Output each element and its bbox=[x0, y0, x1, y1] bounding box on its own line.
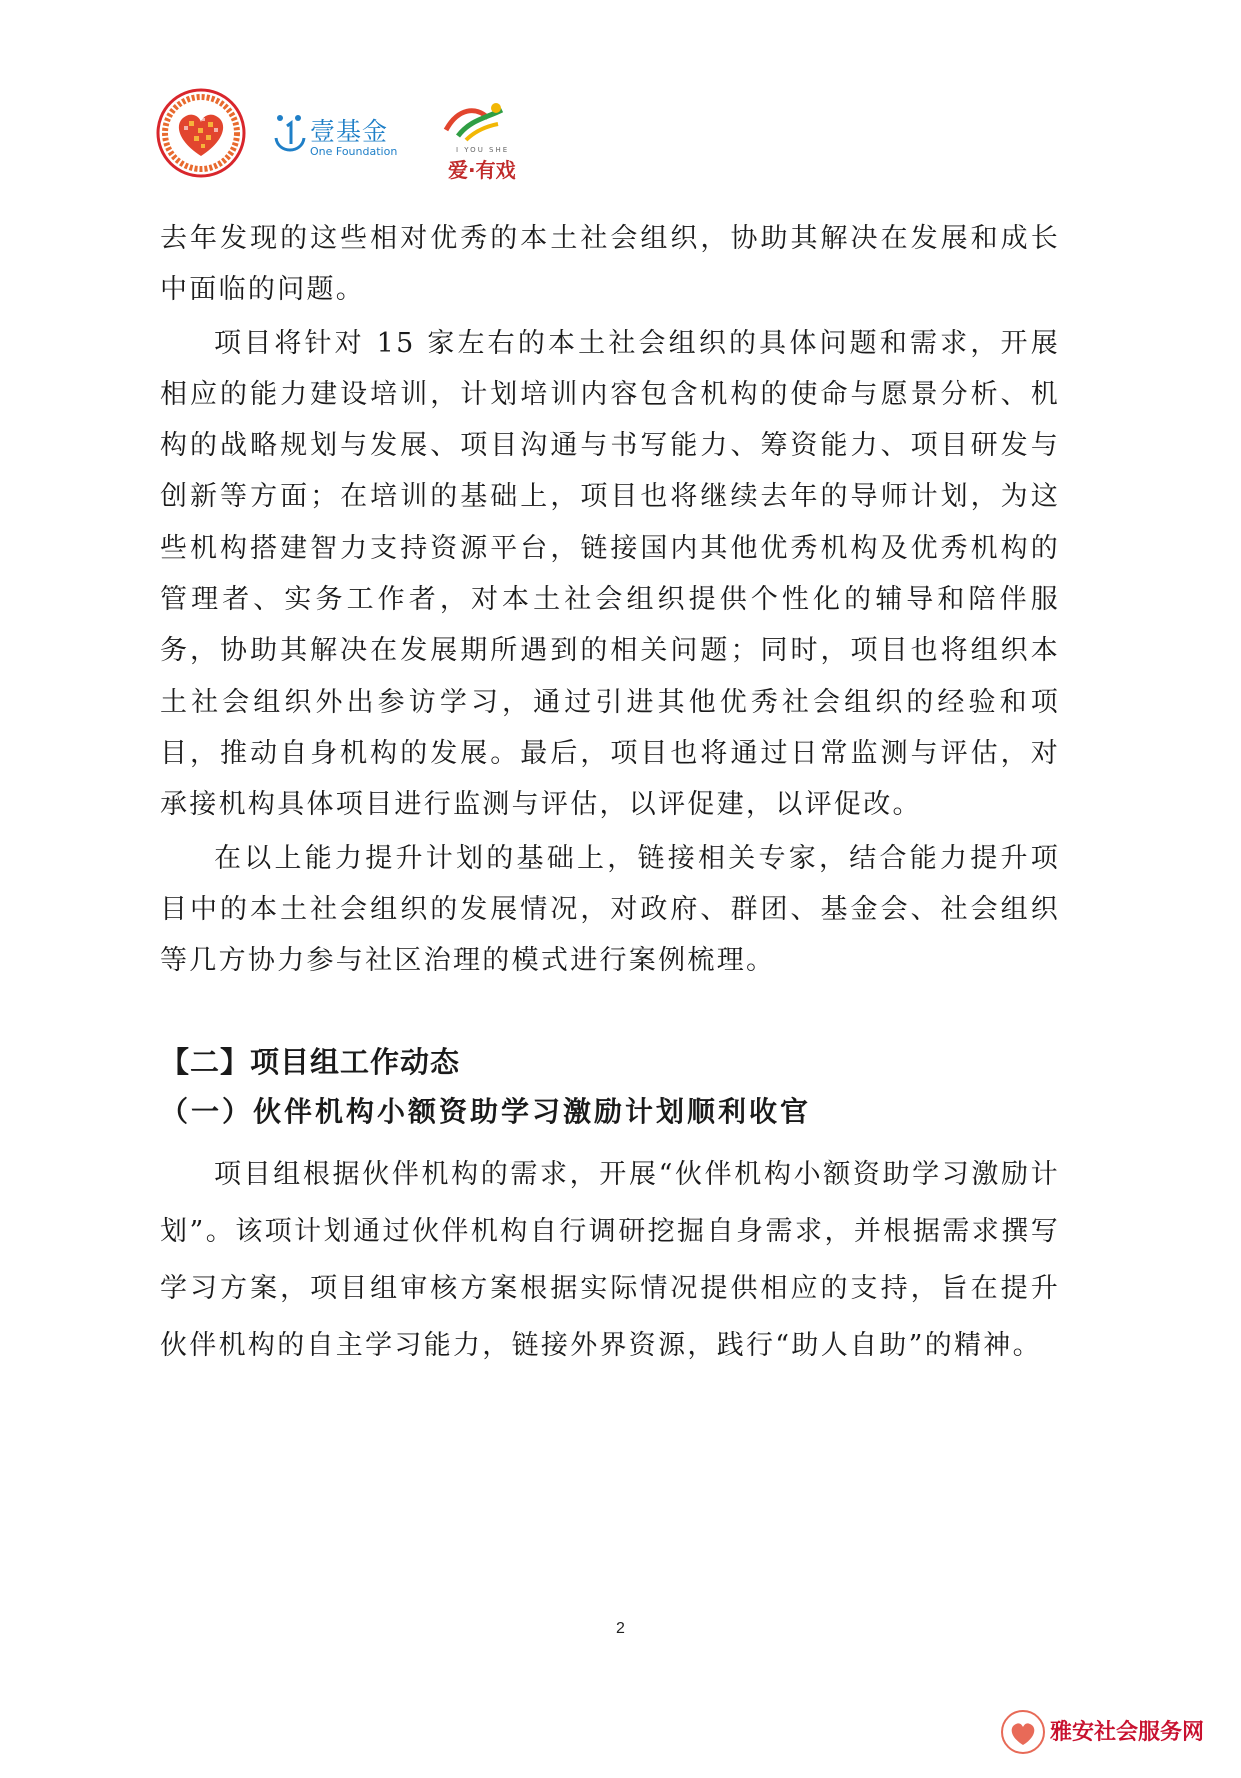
page-number: 2 bbox=[616, 1620, 625, 1637]
one-foundation-smile-icon bbox=[272, 110, 308, 160]
paragraph-1: 去年发现的这些相对优秀的本土社会组织，协助其解决在发展和成长中面临的问题。 bbox=[160, 223, 1060, 306]
one-foundation-name: 壹基金 bbox=[310, 117, 389, 146]
paragraph-4: 项目组根据伙伴机构的需求，开展“伙伴机构小额资助学习激励计划”。该项计划通过伙伴机构自行调研挖掘自身需求，并根据需求撰写学习方案，项目组审核方案根据实际情况提供相应的支持，旨在提升伙伴机构的自主学习能力，链接外界资源，践行“助人自助”的精神。 bbox=[160, 1159, 1060, 1362]
aiyouxi-swoosh-icon bbox=[436, 100, 516, 150]
aiyouxi-name: 爱·有戏 bbox=[448, 158, 516, 182]
header-logos bbox=[156, 88, 526, 182]
watermark-heart-logo-icon bbox=[1000, 1709, 1046, 1755]
heart-mosaic-logo-icon bbox=[156, 88, 246, 178]
section-title: 【二】项目组工作动态 bbox=[160, 1045, 461, 1080]
one-foundation-logo bbox=[272, 110, 412, 160]
subsection-title: （一）伙伴机构小额资助学习激励计划顺利收官 bbox=[160, 1095, 812, 1129]
paragraph-3: 在以上能力提升计划的基础上，链接相关专家，结合能力提升项目中的本土社会组织的发展情况，对政府、群团、基金会、社会组织等几方协力参与社区治理的模式进行案例梳理。 bbox=[160, 842, 1060, 977]
watermark-text: 雅安社会服务网 bbox=[1050, 1720, 1205, 1745]
paragraph-2: 项目将针对 15 家左右的本土社会组织的具体问题和需求，开展相应的能力建设培训，计划培训内容包含机构的使命与愿景分析、机构的战略规划与发展、项目沟通与书写能力、筹资能力、项目研发与创新等方面；在培训的基础上，项目也将继续去年的导师计划，为这些机构搭建智力支持资源平台，链接国内其他优秀机构及优秀机构的管理者、实务工作者，对本土社会组织提供个性化的辅导和陪伴服务，协助其解决在发展期所遇到的相关问题；同时，项目也将组织本土社会组织外出参访学习，通过引进其他优秀社会组织的经验和项目，推动自身机构的发展。最后，项目也将通过日常监测与评估，对承接机构具体项目进行监测与评估，以评促建，以评促改。 bbox=[160, 327, 1060, 821]
aiyouxi-logo bbox=[436, 100, 526, 180]
one-foundation-subtitle: One Foundation bbox=[310, 145, 398, 158]
aiyouxi-subtitle: I YOU SHE bbox=[456, 146, 510, 154]
watermark bbox=[1000, 1705, 1235, 1760]
document-body bbox=[160, 213, 1060, 1374]
